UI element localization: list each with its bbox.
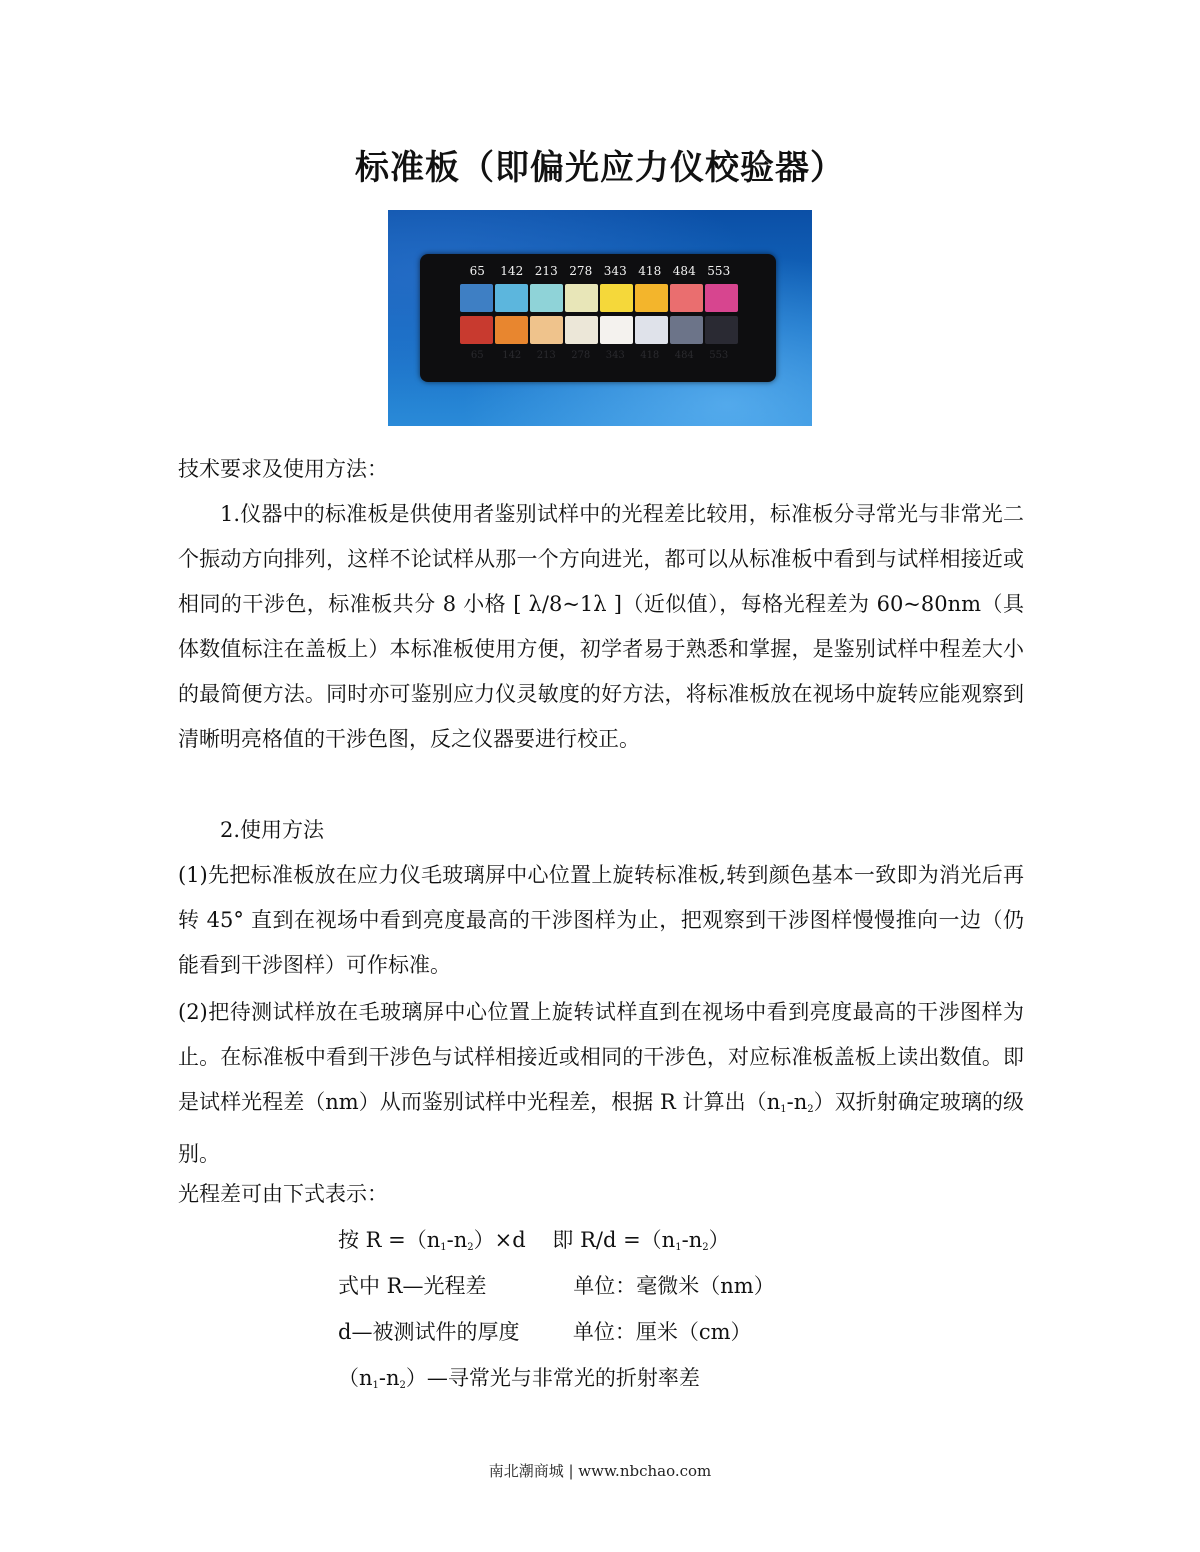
plate-bottom-color-row xyxy=(460,316,740,344)
interference-color-swatch xyxy=(565,316,598,344)
subscript: 1 xyxy=(675,1242,682,1253)
formula-part: （n xyxy=(338,1366,373,1390)
formula-line-2: 式中 R—光程差 单位：毫微米（nm） xyxy=(338,1274,775,1298)
step2-tail: ）双折射确定玻璃的级别。 xyxy=(178,1090,1025,1166)
interference-color-swatch xyxy=(600,316,633,344)
formula-line-1 xyxy=(338,1218,730,1270)
footer: 南北潮商城 | www.nbchao.com xyxy=(488,1462,712,1480)
interference-color-swatch xyxy=(600,284,633,312)
formula-line-3: d—被测试件的厚度 单位：厘米（cm） xyxy=(338,1320,752,1344)
step2-mid: -n xyxy=(786,1090,808,1114)
usage-heading: 2.使用方法 xyxy=(220,818,325,842)
subscript: 2 xyxy=(467,1242,474,1253)
subscript: 1 xyxy=(372,1380,379,1391)
plate-number: 553 xyxy=(707,264,731,278)
usage-step-2 xyxy=(178,990,1024,1177)
plate-number: 65 xyxy=(469,264,485,278)
interference-color-swatch xyxy=(565,284,598,312)
subscript: 1 xyxy=(440,1242,447,1253)
plate-number-faint: 278 xyxy=(571,350,591,361)
page-title: 标准板（即偏光应力仪校验器） xyxy=(355,148,845,188)
interference-color-swatch xyxy=(460,316,493,344)
interference-color-swatch xyxy=(635,284,668,312)
plate-bottom-numbers xyxy=(460,350,740,361)
interference-color-swatch xyxy=(530,284,563,312)
interference-color-swatch xyxy=(670,284,703,312)
subscript: 2 xyxy=(399,1380,406,1391)
interference-color-swatch xyxy=(705,284,738,312)
formula-part: 按 R =（n xyxy=(338,1228,441,1252)
plate-number-faint: 553 xyxy=(709,350,729,361)
plate-top-color-row xyxy=(460,284,740,312)
section-heading: 技术要求及使用方法： xyxy=(178,457,388,481)
plate-top-numbers xyxy=(460,264,740,284)
formula-part: -n xyxy=(378,1366,400,1390)
formula-part: -n xyxy=(681,1228,703,1252)
interference-color-swatch xyxy=(635,316,668,344)
subscript: 2 xyxy=(702,1242,709,1253)
plate-number: 343 xyxy=(603,264,627,278)
standard-plate-photo xyxy=(388,210,812,426)
plate-number: 278 xyxy=(569,264,593,278)
plate-number: 484 xyxy=(672,264,696,278)
interference-color-swatch xyxy=(670,316,703,344)
formula-intro: 光程差可由下式表示： xyxy=(178,1182,388,1206)
formula-line-4 xyxy=(338,1356,700,1408)
plate-number-faint: 343 xyxy=(605,350,625,361)
interference-color-swatch xyxy=(460,284,493,312)
usage-step-1: (1)先把标准板放在应力仪毛玻璃屏中心位置上旋转标准板,转到颜色基本一致即为消光后再转 45° 直到在视场中看到亮度最高的干涉图样为止，把观察到干涉图样慢慢推向一边（仍能看到干涉图样）可作标准。 xyxy=(178,863,1024,977)
formula-part: ）×d 即 R/d =（n xyxy=(473,1228,676,1252)
plate-number: 418 xyxy=(638,264,662,278)
plate-number-faint: 484 xyxy=(674,350,694,361)
plate-number-faint: 65 xyxy=(470,350,484,361)
formula-part: -n xyxy=(446,1228,468,1252)
plate-number: 213 xyxy=(534,264,558,278)
interference-color-swatch xyxy=(705,316,738,344)
interference-color-swatch xyxy=(530,316,563,344)
plate-number: 142 xyxy=(500,264,524,278)
subscript: 2 xyxy=(807,1104,814,1115)
formula-part: ） xyxy=(708,1228,730,1252)
step2-text: (2)把待测试样放在毛玻璃屏中心位置上旋转试样直到在视场中看到亮度最高的干涉图样为止。在标准板中看到干涉色与试样相接近或相同的干涉色，对应标准板盖板上读出数值。即是试样光程差（nm）从而鉴别试样中光程差，根据 R 计算出（n xyxy=(178,1000,1024,1114)
paragraph-1: 1.仪器中的标准板是供使用者鉴别试样中的光程差比较用，标准板分寻常光与非常光二个振动方向排列，这样不论试样从那一个方向进光，都可以从标准板中看到与试样相接近或相同的干涉色，标准板共分 8 小格 [ λ/8~1λ ]（近似值），每格光程差为 60~80nm（具体数值标注在盖板上）本标准板使用方便，初学者易于熟悉和掌握，是鉴别试样中程差大小的最简便方法。同时亦可鉴别应力仪灵敏度的好方法，将标准板放在视场中旋转应能观察到清晰明亮格值的干涉色图，反之仪器要进行校正。 xyxy=(178,502,1024,751)
interference-color-swatch xyxy=(495,316,528,344)
subscript: 1 xyxy=(780,1104,787,1115)
interference-color-swatch xyxy=(495,284,528,312)
plate-number-faint: 142 xyxy=(502,350,522,361)
plate-number-faint: 418 xyxy=(640,350,660,361)
plate-number-faint: 213 xyxy=(536,350,556,361)
formula-part: ）—寻常光与非常光的折射率差 xyxy=(405,1366,700,1390)
plate-body xyxy=(420,254,776,382)
